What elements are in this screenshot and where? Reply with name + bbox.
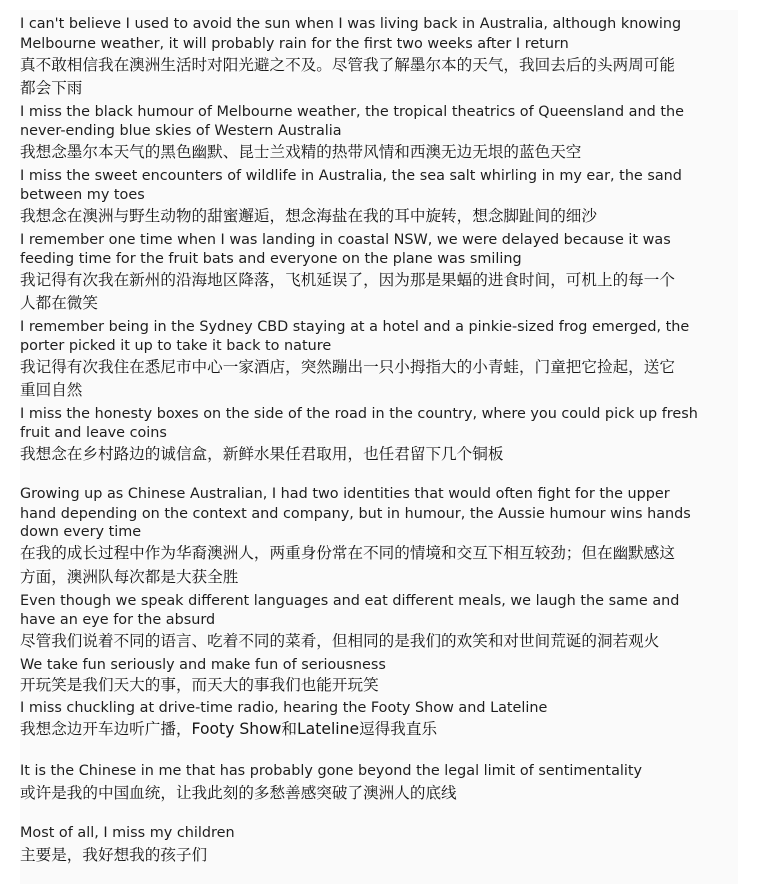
text-line: I miss chuckling at drive-time radio, hearing the Footy Show and Lateline	[20, 700, 548, 716]
text-line: 我记得有次我在新州的沿海地区降落，飞机延误了，因为那是果蝠的进食时间，可机上的每一个	[20, 271, 675, 289]
text-line: 人都在微笑	[20, 294, 98, 312]
text-line: Even though we speak different languages and eat different meals, we laugh the same and	[20, 593, 680, 609]
text-line: 主要是，我好想我的孩子们	[20, 846, 208, 864]
text-line: Growing up as Chinese Australian, I had two identities that would often fight for the upper	[20, 486, 670, 502]
text-line: 我想念在澳洲与野生动物的甜蜜邂逅，想念海盐在我的耳中旋转，想念脚趾间的细沙	[20, 207, 597, 225]
text-line: We take fun seriously and make fun of seriousness	[20, 657, 386, 673]
text-line: feeding time for the fruit bats and everyone on the plane was smiling	[20, 251, 522, 267]
text-line: 在我的成长过程中作为华裔澳洲人，两重身份常在不同的情境和交互下相互较劲；但在幽默感这	[20, 544, 675, 562]
text-line: have an eye for the absurd	[20, 612, 216, 628]
text-line: 或许是我的中国血统，让我此刻的多愁善感突破了澳洲人的底线	[20, 784, 457, 802]
text-line: Most of all, I miss my children	[20, 825, 235, 841]
text-line: 都会下雨	[20, 79, 83, 97]
text-line: between my toes	[20, 187, 145, 203]
text-line: porter picked it up to take it back to nature	[20, 338, 332, 354]
text-line: 我记得有次我住在悉尼市中心一家酒店，突然蹦出一只小拇指大的小青蛙，门童把它捡起，送它	[20, 358, 675, 376]
text-line: 真不敢相信我在澳洲生活时对阳光避之不及。尽管我了解墨尔本的天气，我回去后的头两周可能	[20, 56, 675, 74]
text-line: I miss the honesty boxes on the side of the road in the country, where you could pick up fresh	[20, 406, 698, 422]
text-line: I miss the sweet encounters of wildlife in Australia, the sea salt whirling in my ear, the sand	[20, 168, 682, 184]
text-line: never-ending blue skies of Western Australia	[20, 123, 342, 139]
text-line: 开玩笑是我们天大的事，而天大的事我们也能开玩笑	[20, 676, 379, 694]
document-page	[20, 10, 738, 884]
text-line: I can't believe I used to avoid the sun when I was living back in Australia, although knowing	[20, 16, 682, 32]
text-line: 重回自然	[20, 381, 83, 399]
text-line: 我想念墨尔本天气的黑色幽默、昆士兰戏精的热带风情和西澳无边无垠的蓝色天空	[20, 143, 582, 161]
text-line: 我想念在乡村路边的诚信盒，新鲜水果任君取用，也任君留下几个铜板	[20, 445, 504, 463]
text-line: I remember one time when I was landing in coastal NSW, we were delayed because it was	[20, 232, 671, 248]
text-line: fruit and leave coins	[20, 425, 167, 441]
text-line: 尽管我们说着不同的语言、吃着不同的菜肴，但相同的是我们的欢笑和对世间荒诞的洞若观火	[20, 632, 660, 650]
text-line: It is the Chinese in me that has probably gone beyond the legal limit of sentimentality	[20, 763, 643, 779]
text-line: Melbourne weather, it will probably rain for the first two weeks after I return	[20, 36, 569, 52]
text-line: I miss the black humour of Melbourne weather, the tropical theatrics of Queensland and the	[20, 104, 684, 120]
text-line: hand depending on the context and company, but in humour, the Aussie humour wins hands	[20, 506, 691, 522]
text-line: 我想念边开车边听广播，Footy Show和Lateline逗得我直乐	[20, 720, 438, 738]
text-line: down every time	[20, 524, 142, 540]
text-line: 方面，澳洲队每次都是大获全胜	[20, 568, 239, 586]
text-line: I remember being in the Sydney CBD staying at a hotel and a pinkie-sized frog emerged, the	[20, 319, 690, 335]
